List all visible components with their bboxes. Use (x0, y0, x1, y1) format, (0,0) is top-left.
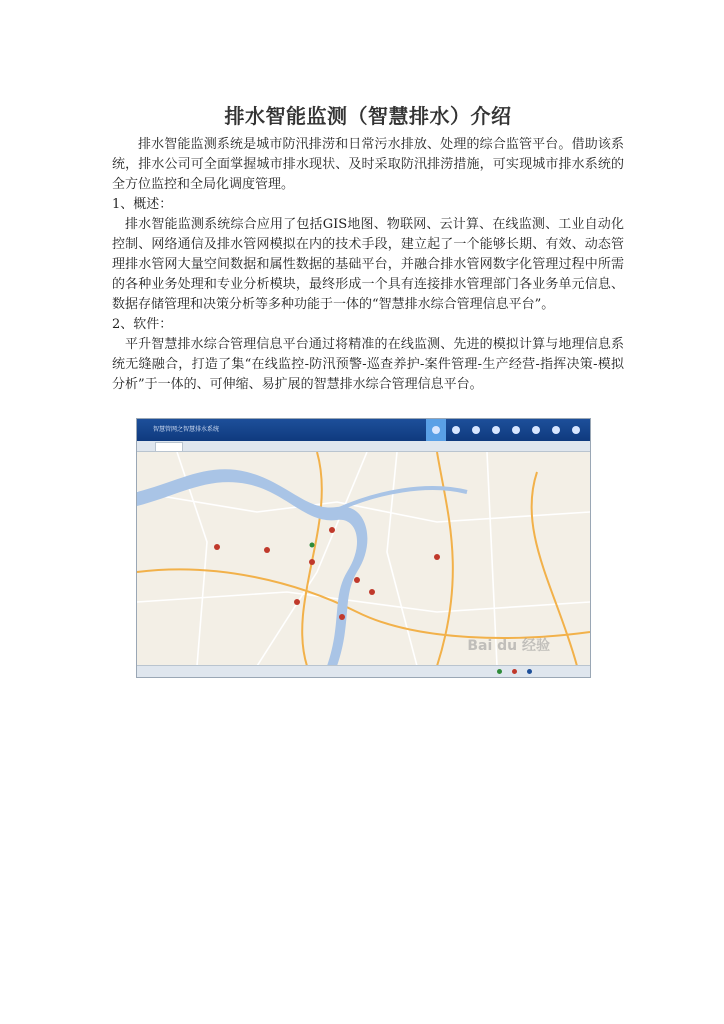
intro-paragraph: 排水智能监测系统是城市防汛排涝和日常污水排放、处理的综合监管平台。借助该系统，排水公司可全面掌握城市排水现状、及时采取防汛排涝措施，可实现城市排水系统的全方位监控和全局化调度管理。 (112, 137, 624, 192)
map-view (137, 452, 590, 666)
embedded-screenshot (136, 418, 591, 678)
status-icon (497, 669, 502, 674)
nav-icon (492, 426, 500, 434)
status-icon (527, 669, 532, 674)
app-header (137, 419, 590, 441)
nav-item (466, 419, 486, 441)
app-tabbar (137, 441, 590, 452)
section1-heading: 1、概述： (112, 197, 173, 212)
app-tab (155, 442, 183, 452)
nav-icon (432, 426, 440, 434)
nav-icon (472, 426, 480, 434)
nav-icon (452, 426, 460, 434)
status-icon (512, 669, 517, 674)
watermark: Bai du 经验 (467, 638, 550, 654)
nav-item (566, 419, 586, 441)
section1-paragraph: 排水智能监测系统综合应用了包括GIS地图、物联网、云计算、在线监测、工业自动化控制、网络通信及排水管网模拟在内的技术手段，建立起了一个能够长期、有效、动态管理排水管网大量空间数据和属性数据的基础平台，并融合排水管网数字化管理过程中所需的各种业务处理和专业分析模块，最终形成一个具有连接排水管理部门各业务单元信息、数据存储管理和决策分析等多种功能于一体的“智慧排水综合管理信息平台”。 (112, 217, 624, 312)
nav-icon (512, 426, 520, 434)
document-title: 排水智能监测（智慧排水）介绍 (224, 104, 512, 128)
nav-item (426, 419, 446, 441)
section2-paragraph: 平升智慧排水综合管理信息平台通过将精准的在线监测、先进的模拟计算与地理信息系统无缝融合，打造了集“在线监控-防汛预警-巡查养护-案件管理-生产经营-指挥决策-模拟分析”于一体的、可伸缩、易扩展的智慧排水综合管理信息平台。 (112, 337, 624, 392)
nav-icon (572, 426, 580, 434)
nav-item (446, 419, 466, 441)
nav-item (526, 419, 546, 441)
nav-icon (552, 426, 560, 434)
section2-heading: 2、软件： (112, 317, 173, 332)
nav-item (546, 419, 566, 441)
nav-icon (532, 426, 540, 434)
nav-item (506, 419, 526, 441)
nav-item (486, 419, 506, 441)
app-statusbar (137, 665, 590, 677)
app-title: 智慧管网之智慧排水系统 (153, 426, 220, 433)
app-nav (426, 419, 586, 441)
document (112, 100, 624, 395)
